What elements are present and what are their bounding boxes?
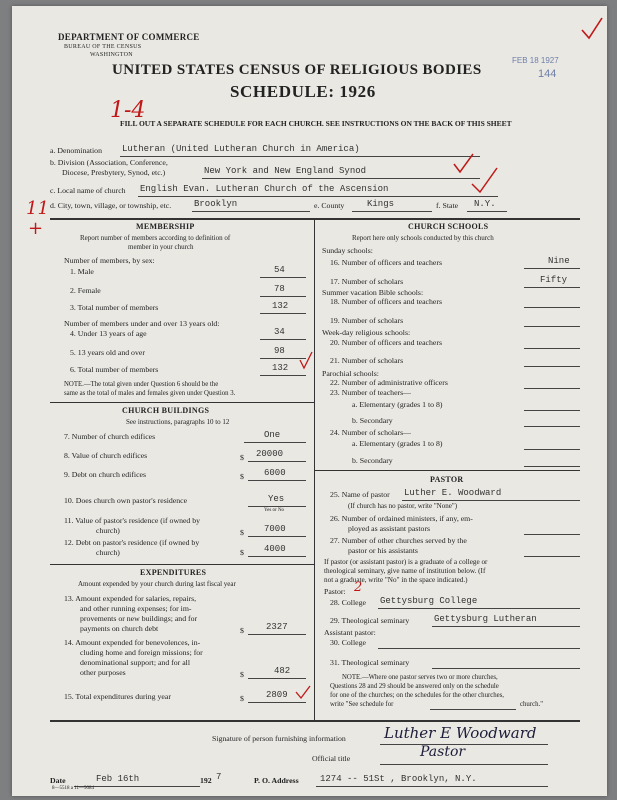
dollar-sign: $ bbox=[240, 694, 244, 703]
q13-label-4: payments on church debt bbox=[80, 624, 159, 633]
q13-label-2: and other running expenses; for im- bbox=[80, 604, 192, 613]
pastor-seminary[interactable]: Gettysburg Lutheran bbox=[434, 614, 537, 624]
q18-label: 18. Number of officers and teachers bbox=[330, 297, 443, 306]
female-label: 2. Female bbox=[70, 286, 101, 295]
official-title-label: Official title bbox=[312, 754, 351, 763]
q24-label: 24. Number of scholars— bbox=[330, 428, 411, 437]
bureau-label: BUREAU OF THE CENSUS bbox=[64, 44, 142, 50]
pastor-note-4b: church." bbox=[520, 701, 543, 708]
q12-label: 12. Debt on pastor's residence (if owned by bbox=[64, 538, 200, 547]
county-field[interactable]: Kings bbox=[367, 199, 395, 209]
schools-title: CHURCH SCHOOLS bbox=[408, 222, 489, 231]
graduate-note: If pastor (or assistant pastor) is a graduate of a college or bbox=[324, 558, 488, 566]
division-label-2: Diocese, Presbytery, Synod, etc.) bbox=[62, 168, 166, 177]
date-field[interactable]: Feb 16th bbox=[96, 774, 140, 784]
address-label: P. O. Address bbox=[254, 776, 299, 785]
q16-label: 16. Number of officers and teachers bbox=[330, 258, 443, 267]
pastor-college[interactable]: Gettysburg College bbox=[380, 596, 478, 606]
pastor-name-note: (If church has no pastor, write "None") bbox=[348, 502, 458, 510]
year-digit[interactable]: 7 bbox=[216, 772, 222, 782]
checkmark-icon bbox=[580, 16, 604, 42]
male-count[interactable]: 54 bbox=[274, 265, 285, 275]
sunday-teachers[interactable]: Nine bbox=[548, 256, 570, 266]
pastor-name[interactable]: Luther E. Woodward bbox=[404, 488, 502, 498]
checkmark-icon bbox=[294, 684, 312, 700]
q11-label-2: church) bbox=[96, 526, 120, 535]
q23a-label: a. Elementary (grades 1 to 8) bbox=[352, 400, 443, 409]
parochial-schools-label: Parochial schools: bbox=[322, 369, 379, 378]
dollar-sign: $ bbox=[240, 453, 244, 462]
membership-note: NOTE.—The total given under Question 6 should be the bbox=[64, 381, 219, 388]
received-date-stamp: FEB 18 1927 bbox=[512, 56, 559, 65]
membership-note-2: same as the total of males and females given under Question 3. bbox=[64, 390, 236, 397]
schools-subtitle: Report here only schools conducted by this church bbox=[352, 234, 494, 242]
form-title: UNITED STATES CENSUS OF RELIGIOUS BODIES bbox=[112, 62, 482, 78]
sunday-scholars[interactable]: Fifty bbox=[540, 275, 568, 285]
dollar-sign: $ bbox=[240, 528, 244, 537]
pastor-note-4: write "See schedule for bbox=[330, 701, 394, 708]
q21-label: 21. Number of scholars bbox=[330, 356, 404, 365]
membership-subtitle: Report number of members according to definition of bbox=[80, 234, 231, 242]
signature: Luther E Woodward bbox=[384, 724, 537, 742]
total-members-label: 3. Total number of members bbox=[70, 303, 159, 312]
local-name-label: c. Local name of church bbox=[50, 186, 126, 195]
city-field[interactable]: Brooklyn bbox=[194, 199, 238, 209]
schedule-title: SCHEDULE: 1926 bbox=[230, 82, 376, 101]
pastor-note-2: Questions 28 and 29 should be answered only on the schedule bbox=[330, 683, 499, 690]
state-label: f. State bbox=[436, 201, 459, 210]
q19-label: 19. Number of scholars bbox=[330, 316, 404, 325]
over13-label: 5. 13 years old and over bbox=[70, 348, 145, 357]
q11-label: 11. Value of pastor's residence (if owned by bbox=[64, 516, 201, 525]
handwritten-mark: 2 bbox=[354, 580, 363, 595]
address-field[interactable]: 1274 -- 51St , Brooklyn, N.Y. bbox=[320, 774, 477, 784]
dollar-sign: $ bbox=[240, 472, 244, 481]
official-title: Pastor bbox=[420, 744, 466, 760]
q8-label: 8. Value of church edifices bbox=[64, 451, 148, 460]
division-label: b. Division (Association, Conference, bbox=[50, 158, 168, 167]
q14-label-3: denominational support; and for all bbox=[80, 658, 190, 667]
q13-label: 13. Amount expended for salaries, repairs, bbox=[64, 594, 197, 603]
checkmark-icon bbox=[298, 350, 314, 370]
date-label: Date bbox=[50, 776, 66, 785]
q23-label: 23. Number of teachers— bbox=[330, 388, 411, 397]
church-edifices-value[interactable]: 20000 bbox=[256, 449, 284, 459]
census-schedule-sheet bbox=[12, 6, 607, 796]
q23b-label: b. Secondary bbox=[352, 416, 393, 425]
q24b-label: b. Secondary bbox=[352, 456, 393, 465]
male-label: 1. Male bbox=[70, 267, 94, 276]
graduate-note-2: theological seminary, give name of institution below. (If bbox=[324, 567, 486, 575]
benevolence-expenses[interactable]: 482 bbox=[274, 666, 291, 676]
weekday-schools-label: Week-day religious schools: bbox=[322, 328, 411, 337]
q14-label-4: other purposes bbox=[80, 668, 126, 677]
q12-label-2: church) bbox=[96, 548, 120, 557]
membership-subtitle-2: member in your church bbox=[128, 243, 194, 251]
q7-label: 7. Number of church edifices bbox=[64, 432, 156, 441]
q27-label: 27. Number of other churches served by the bbox=[330, 536, 467, 545]
state-field[interactable]: N.Y. bbox=[474, 199, 496, 209]
sunday-schools-label: Sunday schools: bbox=[322, 246, 373, 255]
checkmark-icon bbox=[470, 166, 500, 196]
under13-label: 4. Under 13 years of age bbox=[70, 329, 147, 338]
denomination-field[interactable]: Lutheran (United Lutheran Church in America) bbox=[122, 144, 360, 154]
total-members-q6[interactable]: 132 bbox=[272, 363, 289, 373]
city-label: WASHINGTON bbox=[90, 52, 133, 58]
by-sex-label: Number of members, by sex: bbox=[64, 256, 155, 265]
plus-mark: + bbox=[28, 218, 44, 239]
assistant-sub-label: Assistant pastor: bbox=[324, 628, 376, 637]
running-expenses[interactable]: 2327 bbox=[266, 622, 288, 632]
total-members-q3[interactable]: 132 bbox=[272, 301, 289, 311]
q14-label: 14. Amount expended for benevolences, in- bbox=[64, 638, 201, 647]
signature-label: Signature of person furnishing information bbox=[212, 734, 346, 743]
pastor-note: NOTE.—Where one pastor serves two or more churches, bbox=[342, 674, 498, 681]
q30-label: 30. College bbox=[330, 638, 366, 647]
q26-label-2: ployed as assistant pastors bbox=[348, 524, 431, 533]
residence-value[interactable]: 7000 bbox=[264, 524, 286, 534]
female-count[interactable]: 78 bbox=[274, 284, 285, 294]
q28-label: 28. College bbox=[330, 598, 366, 607]
q31-label: 31. Theological seminary bbox=[330, 658, 410, 667]
dollar-sign: $ bbox=[240, 626, 244, 635]
q20-label: 20. Number of officers and teachers bbox=[330, 338, 443, 347]
buildings-title: CHURCH BUILDINGS bbox=[122, 406, 210, 415]
q29-label: 29. Theological seminary bbox=[330, 616, 410, 625]
q13-label-3: provements or new buildings; and for bbox=[80, 614, 198, 623]
total6-label: 6. Total number of members bbox=[70, 365, 159, 374]
q14-label-2: cluding home and foreign missions; for bbox=[80, 648, 203, 657]
county-label: e. County bbox=[314, 201, 345, 210]
residence-debt[interactable]: 4000 bbox=[264, 544, 286, 554]
yes-no-hint: Yes or No bbox=[264, 508, 285, 513]
pastor-sub-label: Pastor: bbox=[324, 587, 346, 596]
graduate-note-3: not a graduate, write "No" in the space indicated.) bbox=[324, 576, 468, 584]
pastor-title: PASTOR bbox=[430, 475, 464, 484]
q27-label-2: pastor or his assistants bbox=[348, 546, 418, 555]
pastor-note-3: for one of the churches; on the schedules for the other churches, bbox=[330, 692, 505, 699]
form-number: 8—5518 a 11—9084 bbox=[52, 786, 95, 791]
expenditures-title: EXPENDITURES bbox=[140, 568, 207, 577]
local-name-field[interactable]: English Evan. Lutheran Church of the Ascension bbox=[140, 184, 389, 194]
dollar-sign: $ bbox=[240, 670, 244, 679]
handwritten-code: 1-4 bbox=[110, 98, 146, 123]
under13-count[interactable]: 34 bbox=[274, 327, 285, 337]
buildings-subtitle: See instructions, paragraphs 10 to 12 bbox=[126, 418, 230, 426]
q26-label: 26. Number of ordained ministers, if any, em- bbox=[330, 514, 473, 523]
q17-label: 17. Number of scholars bbox=[330, 277, 404, 286]
file-number-stamp: 144 bbox=[538, 68, 557, 80]
church-edifices-count[interactable]: One bbox=[264, 430, 281, 440]
city-town-label: d. City, town, village, or township, etc. bbox=[50, 201, 172, 210]
dollar-sign: $ bbox=[240, 548, 244, 557]
age-label: Number of members under and over 13 years old: bbox=[64, 319, 220, 328]
division-field[interactable]: New York and New England Synod bbox=[204, 166, 367, 176]
department-label: DEPARTMENT OF COMMERCE bbox=[58, 32, 200, 42]
church-edifices-debt[interactable]: 6000 bbox=[264, 468, 286, 478]
total-expenditures[interactable]: 2809 bbox=[266, 690, 288, 700]
q24a-label: a. Elementary (grades 1 to 8) bbox=[352, 439, 443, 448]
q9-label: 9. Debt on church edifices bbox=[64, 470, 147, 479]
schedule-instruction: FILL OUT A SEPARATE SCHEDULE FOR EACH CHURCH. SEE INSTRUCTIONS ON THE BACK OF THIS SHEET bbox=[120, 119, 512, 128]
q15-label: 15. Total expenditures during year bbox=[64, 692, 171, 701]
owns-residence-field[interactable]: Yes bbox=[268, 494, 285, 504]
q25-label: 25. Name of pastor bbox=[330, 490, 390, 499]
summer-schools-label: Summer vacation Bible schools: bbox=[322, 288, 424, 297]
q10-label: 10. Does church own pastor's residence bbox=[64, 496, 188, 505]
year-prefix: 192 bbox=[200, 776, 212, 785]
expenditures-subtitle: Amount expended by your church during last fiscal year bbox=[78, 580, 236, 588]
over13-count[interactable]: 98 bbox=[274, 346, 285, 356]
margin-mark: 11 bbox=[26, 198, 49, 219]
denomination-label: a. Denomination bbox=[50, 146, 102, 155]
membership-title: MEMBERSHIP bbox=[136, 222, 195, 231]
q22-label: 22. Number of administrative officers bbox=[330, 378, 448, 387]
